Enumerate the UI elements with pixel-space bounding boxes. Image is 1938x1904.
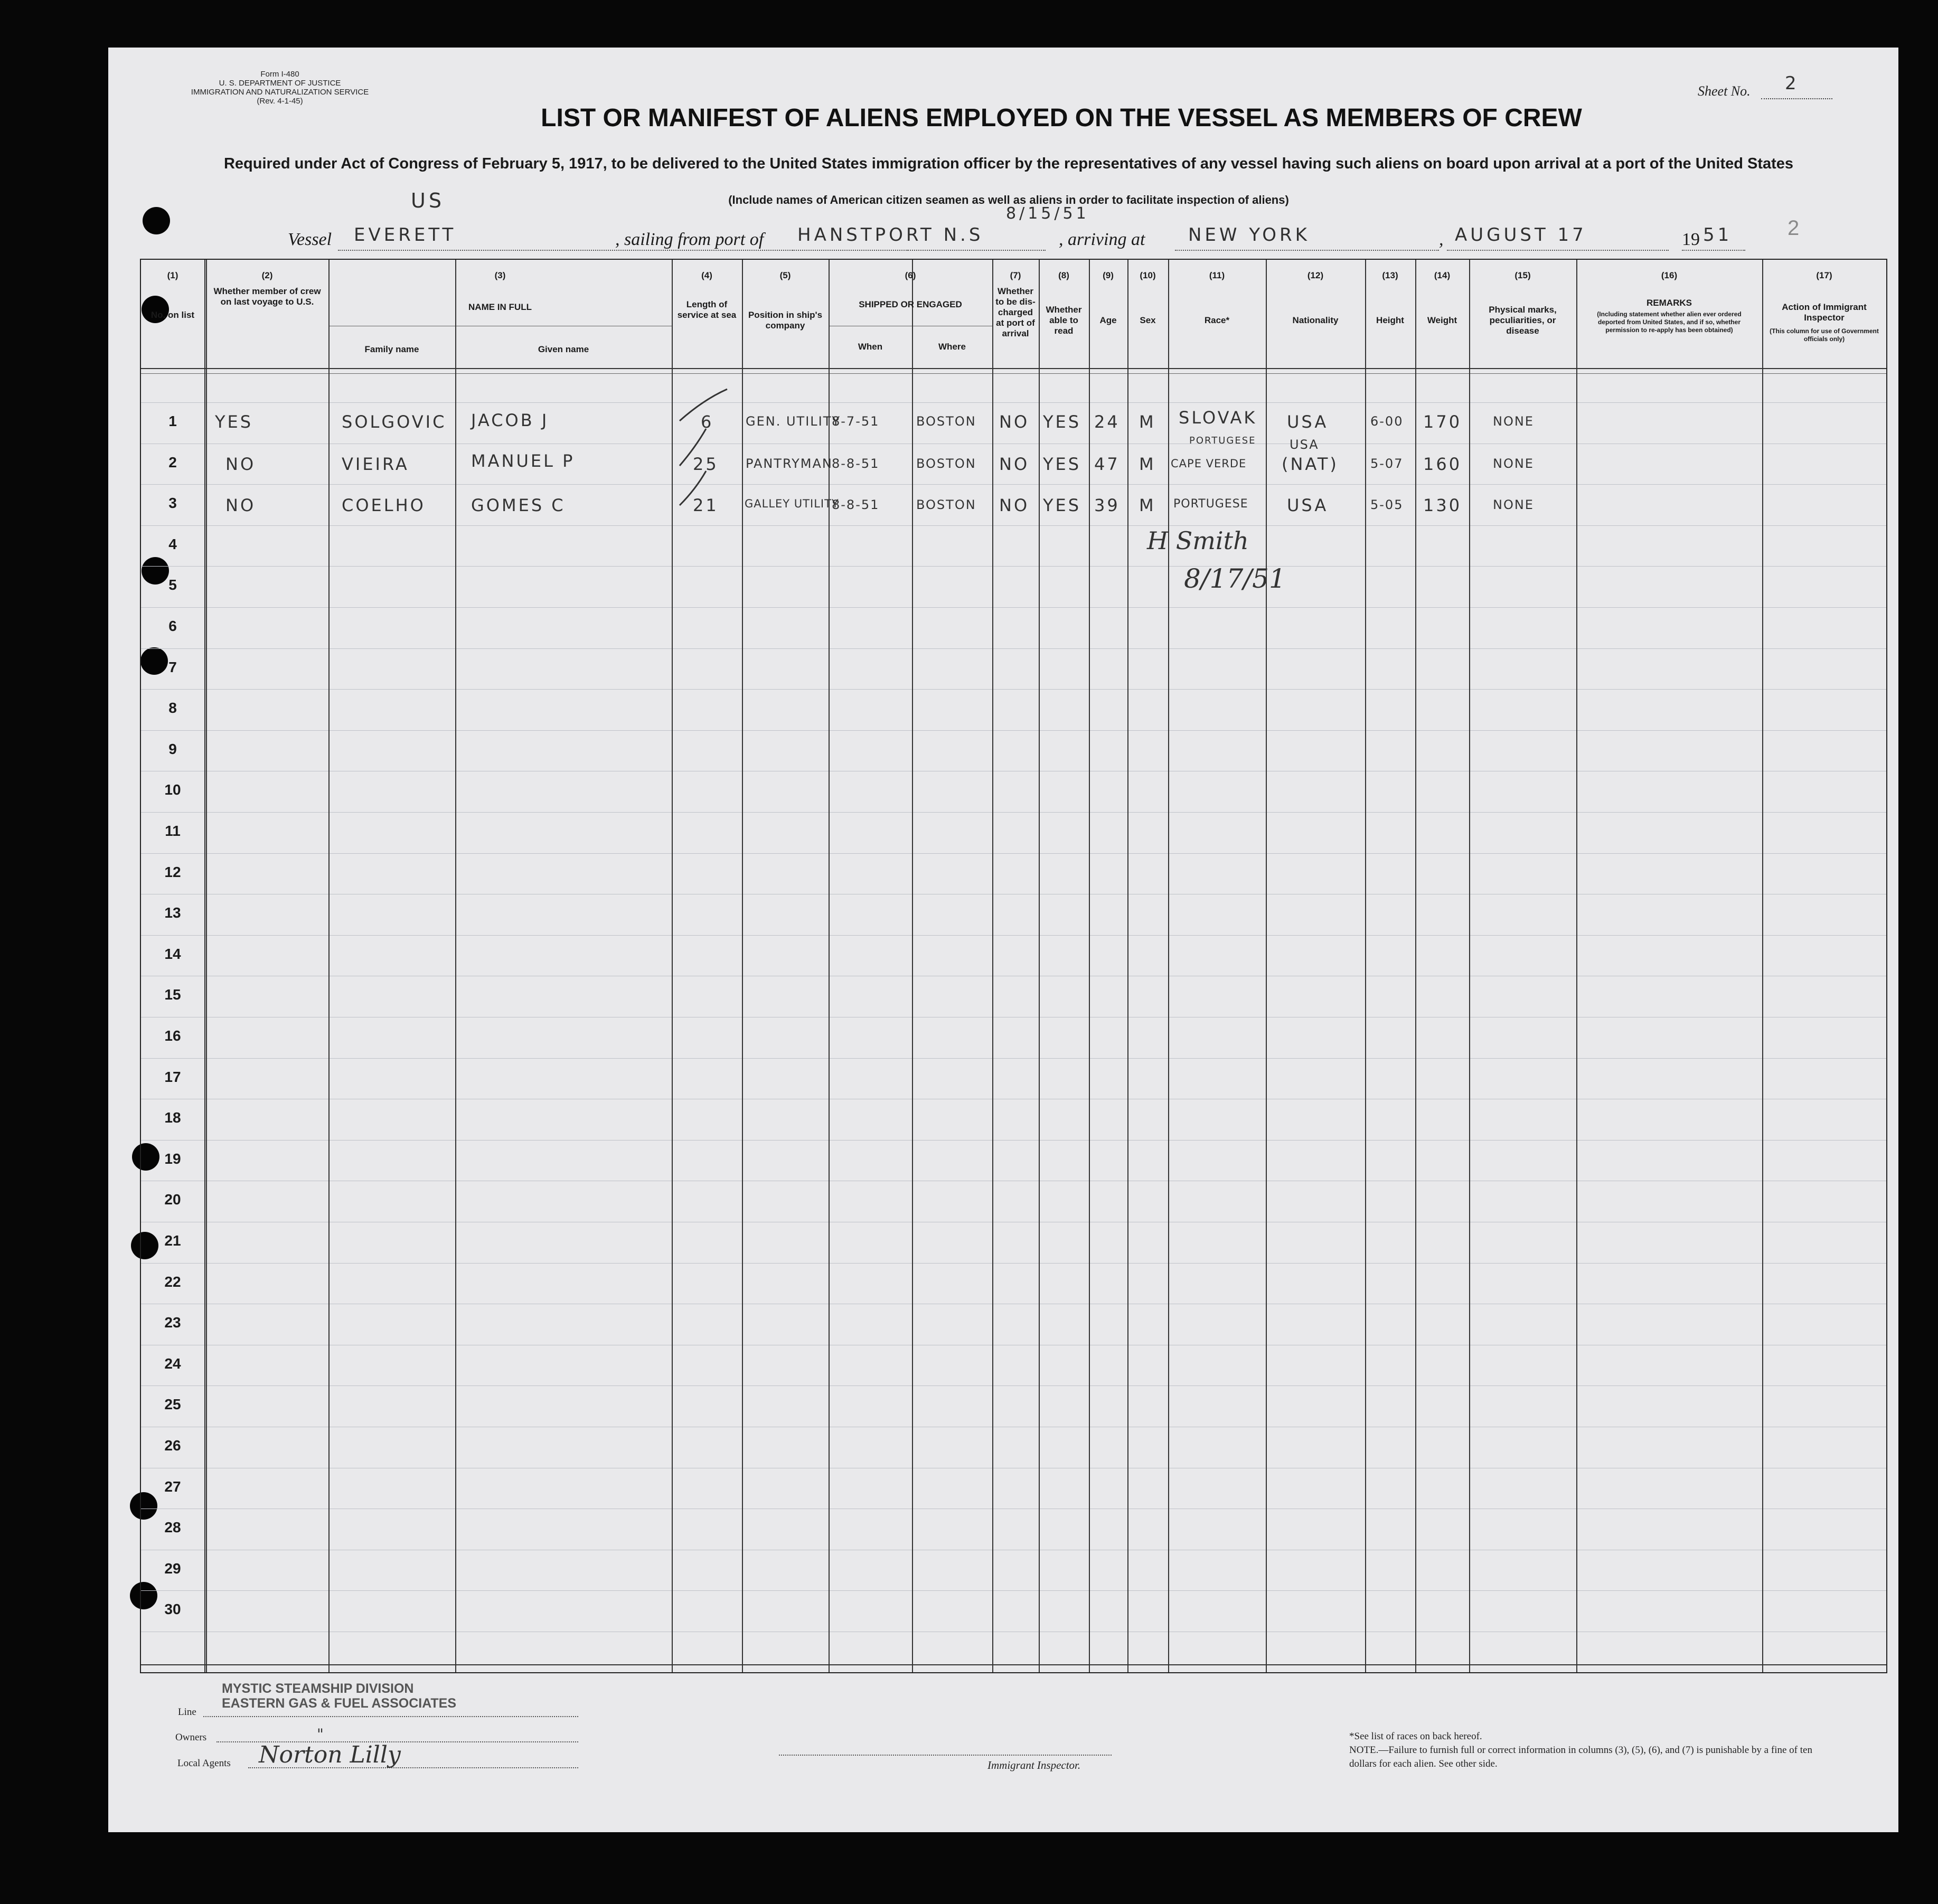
immigrant-inspector-line [779,1755,1112,1756]
column-divider [1127,260,1128,1672]
service-length-cell: 6 [701,412,714,432]
local-agents-label: Local Agents [177,1758,231,1769]
weight-cell: 160 [1423,454,1462,474]
column-divider [328,260,330,1672]
col7-number: (7) [1010,270,1021,280]
table-bottom-rule [141,1664,1886,1665]
ruled-line [141,935,1886,936]
physical-marks-cell: NONE [1493,497,1534,512]
prev-voyage-cell: NO [225,454,256,474]
form-revision: (Rev. 4-1-45) [257,97,303,106]
service-length-cell: 25 [693,454,719,474]
row-number: 21 [164,1232,181,1249]
nationality-cell: (NAT) [1282,454,1339,474]
ruled-line [141,566,1886,567]
position-cell: GALLEY UTILITY [745,497,839,510]
shipped-when-cell: 8-7-51 [832,414,880,429]
punch-hole [143,207,170,234]
stamp-line-1: MYSTIC STEAMSHIP DIVISION [222,1681,414,1696]
penalty-note: NOTE.—Failure to furnish full or correct information in columns (3), (5), (6), and (7) is punishable by a fine of ten dollars for each alien. See other side. [1349,1745,1812,1769]
ruled-line [141,812,1886,813]
crew-manifest-table [140,259,1887,1673]
row-number: 8 [168,700,177,716]
position-cell: PANTRYMAN [746,456,833,471]
col6-header: SHIPPED OR ENGAGED [859,299,962,309]
col15-header: Physical marks, peculiarities, or disease [1489,305,1557,336]
sex-cell: M [1139,412,1156,432]
vessel-name: EVERETT [354,224,457,246]
row-number: 13 [164,904,181,921]
column-divider [1168,260,1169,1672]
vessel-prefix-annotation: US [411,189,445,212]
row-number: 30 [164,1601,181,1617]
shipped-where-header: Where [938,342,966,352]
col3-header: NAME IN FULL [468,302,532,312]
col10-number: (10) [1140,270,1156,280]
row-number: 25 [164,1396,181,1412]
col16-subheader: (Including statement whether alien ever ordered deported from United States, and if so, whether permission to re-apply has been obtained) [1597,310,1742,334]
arrival-date-line [1447,250,1669,251]
col14-header: Weight [1427,315,1457,325]
column-divider [1266,260,1267,1672]
able-to-read-cell: YES [1043,454,1081,474]
year-prefix: 19 [1682,230,1700,249]
owners-label: Owners [175,1732,207,1743]
vessel-info-row: Vessel EVERETT , sailing from port of HANSTPORT N.S 8/15/51 , arriving at NEW YORK , AUGUST 17 19 51 [288,224,1782,256]
row-number: 11 [165,823,181,839]
col8-number: (8) [1058,270,1069,280]
race-list-note: *See list of races on back hereof. [1349,1731,1482,1742]
column-divider [1576,260,1577,1672]
col16-header: REMARKS [1647,298,1692,308]
stamp-line-2: EASTERN GAS & FUEL ASSOCIATES [222,1696,457,1711]
immigrant-inspector-label: Immigrant Inspector. [987,1759,1081,1771]
page-subtitle: Required under Act of Congress of February 5, 1917, to be delivered to the United States immigration officer by the representatives of any vessel having such aliens on board upon arrival at a port of the United States [223,155,1794,172]
row-number: 5 [168,577,177,593]
column-divider [912,260,913,1672]
discharged-cell: NO [999,495,1030,515]
column-divider [1415,260,1416,1672]
form-number: Form I-480 [260,70,299,79]
col13-number: (13) [1382,270,1398,280]
row-number: 15 [164,986,181,1003]
col5-number: (5) [779,270,791,280]
prev-voyage-cell: YES [215,412,253,432]
height-cell: 5-05 [1370,497,1404,512]
row-number: 16 [164,1028,181,1044]
include-note: (Include names of American citizen seamen as well as aliens in order to facilitate inspection of aliens) [728,193,1289,206]
col11-number: (11) [1209,270,1225,280]
row-number: 28 [164,1519,181,1535]
col15-number: (15) [1514,270,1531,280]
row-number: 29 [164,1560,181,1577]
row-number: 10 [164,781,181,798]
position-cell: GEN. UTILITY [746,414,841,429]
date-annotation: 8/15/51 [1006,204,1089,223]
port-to-line [1175,250,1439,251]
column-divider [1089,260,1090,1672]
row-number: 12 [164,864,181,880]
col9-number: (9) [1103,270,1114,280]
service-name: IMMIGRATION AND NATURALIZATION SERVICE [191,88,369,97]
age-cell: 39 [1094,495,1120,515]
discharged-cell: NO [999,454,1030,474]
port-to: NEW YORK [1188,224,1310,246]
row-number: 3 [168,495,177,511]
sailing-label: , sailing from port of [615,230,764,249]
ruled-line [141,484,1886,485]
shipped-when-cell: 8-8-51 [832,456,880,471]
column-divider [455,260,456,1672]
race-cell: PORTUGESE [1173,497,1248,511]
height-cell: 5-07 [1370,456,1404,471]
owners-value: " [317,1726,324,1743]
col17-subheader: (This column for use of Government officials only) [1770,327,1879,343]
ruled-line [141,525,1886,526]
owner-stamp [222,1681,456,1711]
vessel-label: Vessel [288,230,332,249]
weight-cell: 170 [1423,412,1462,432]
col11-header: Race* [1204,315,1230,325]
row-number: 14 [164,946,181,962]
ruled-line [141,853,1886,854]
age-cell: 47 [1094,454,1120,474]
col3-number: (3) [494,270,506,280]
col14-number: (14) [1434,270,1451,280]
col7-header: Whether to be dis-charged at port of arrival [995,286,1036,338]
col2-number: (2) [261,270,273,280]
given-name-header: Given name [538,344,589,354]
col8-header: Whether able to read [1046,305,1082,336]
col2-header: Whether member of crew on last voyage to U.S. [213,286,321,307]
sex-cell: M [1139,495,1156,515]
column-divider [1365,260,1366,1672]
row-number: 22 [164,1274,181,1290]
race-annotation: PORTUGESE [1189,435,1256,446]
family-name-header: Family name [364,344,419,354]
ruled-line [141,402,1886,403]
row-number: 7 [168,659,177,675]
col5-header: Position in ship's company [748,310,823,331]
race-cell: CAPE VERDE [1171,457,1247,470]
local-agents-signature: Norton Lilly [259,1741,401,1768]
header-divider [141,373,1886,374]
ruled-line [141,1058,1886,1059]
inspector-signature-name: H Smith [1147,526,1249,555]
col1-header: No. on list [150,310,195,320]
sheet-number: 2 [1785,73,1796,94]
col12-header: Nationality [1292,315,1339,325]
form-identifier [174,70,385,106]
row-number: 23 [164,1314,181,1331]
able-to-read-cell: YES [1043,495,1081,515]
arriving-label: , arriving at [1059,230,1145,249]
footer-notes [1349,1730,1824,1771]
col6-number: (6) [905,270,916,280]
prev-voyage-cell: NO [225,495,256,515]
given-name-cell: JACOB J [471,410,549,430]
col13-header: Height [1376,315,1404,325]
line-field [203,1716,578,1717]
page-title: LIST OR MANIFEST OF ALIENS EMPLOYED ON THE VESSEL AS MEMBERS OF CREW [541,104,1582,132]
column-divider [206,260,207,1672]
sex-cell: M [1139,454,1156,474]
header-divider [141,368,1886,369]
ruled-line [141,1263,1886,1264]
nationality-annotation: USA [1290,437,1319,452]
ruled-line [141,1590,1886,1591]
column-divider [1469,260,1470,1672]
physical-marks-cell: NONE [1493,456,1534,471]
row-number: 26 [164,1437,181,1454]
col1-number: (1) [167,270,178,280]
column-divider [1762,260,1763,1672]
col4-number: (4) [701,270,712,280]
ruled-line [141,648,1886,649]
family-name-cell: COELHO [342,495,426,515]
column-divider [992,260,993,1672]
row-number: 27 [164,1478,181,1495]
shipped-when-header: When [858,342,883,352]
ruled-line [141,689,1886,690]
family-name-cell: VIEIRA [342,454,409,474]
shipped-where-cell: BOSTON [916,456,976,471]
column-divider [829,260,830,1672]
arrival-date: AUGUST 17 [1455,224,1587,246]
row-number: 4 [168,536,177,552]
row-number: 19 [164,1151,181,1167]
col12-number: (12) [1307,270,1324,280]
ruled-line [141,607,1886,608]
column-divider [672,260,673,1672]
col17-number: (17) [1816,270,1832,280]
shipped-where-cell: BOSTON [916,497,976,512]
col9-header: Age [1099,315,1117,325]
inspector-signature-date: 8/17/51 [1184,563,1286,594]
col10-header: Sex [1140,315,1156,325]
given-name-cell: MANUEL P [471,451,575,471]
row-number: 18 [164,1109,181,1126]
shipped-where-cell: BOSTON [916,414,976,429]
ditto-slashes [674,379,732,532]
sheet-label: Sheet No. [1698,83,1751,99]
port-from: HANSTPORT N.S [797,224,984,246]
ruled-line [141,730,1886,731]
row-number: 24 [164,1355,181,1372]
side-number: 2 [1788,216,1800,240]
col4-header: Length of service at sea [677,299,737,320]
port-from-line [792,250,1046,251]
shipped-when-cell: 8-8-51 [832,497,880,512]
line-label: Line [178,1707,196,1718]
family-name-cell: SOLGOVIC [342,412,447,432]
col16-number: (16) [1661,270,1678,280]
nationality-cell: USA [1287,412,1329,432]
able-to-read-cell: YES [1043,412,1081,432]
row-number: 6 [168,618,177,634]
nationality-cell: USA [1287,495,1329,515]
given-name-cell: GOMES C [471,495,566,515]
weight-cell: 130 [1423,495,1462,515]
ruled-line [141,1385,1886,1386]
column-divider [742,260,743,1672]
height-cell: 6-00 [1370,414,1404,429]
column-divider [1039,260,1040,1672]
row-number: 2 [168,454,177,470]
department-name: U. S. DEPARTMENT OF JUSTICE [219,79,341,88]
year-line [1682,250,1745,251]
row-number: 20 [164,1191,181,1208]
year-suffix: 51 [1703,224,1733,246]
column-divider [204,260,205,1672]
physical-marks-cell: NONE [1493,414,1534,429]
age-cell: 24 [1094,412,1120,432]
row-number: 17 [164,1069,181,1085]
discharged-cell: NO [999,412,1030,432]
sheet-number-line [1761,98,1832,99]
service-length-cell: 21 [693,495,719,515]
col17-header: Action of Immigrant Inspector [1782,302,1867,323]
row-number: 1 [168,413,177,429]
race-cell: SLOVAK [1179,408,1257,428]
row-number: 9 [168,741,177,757]
